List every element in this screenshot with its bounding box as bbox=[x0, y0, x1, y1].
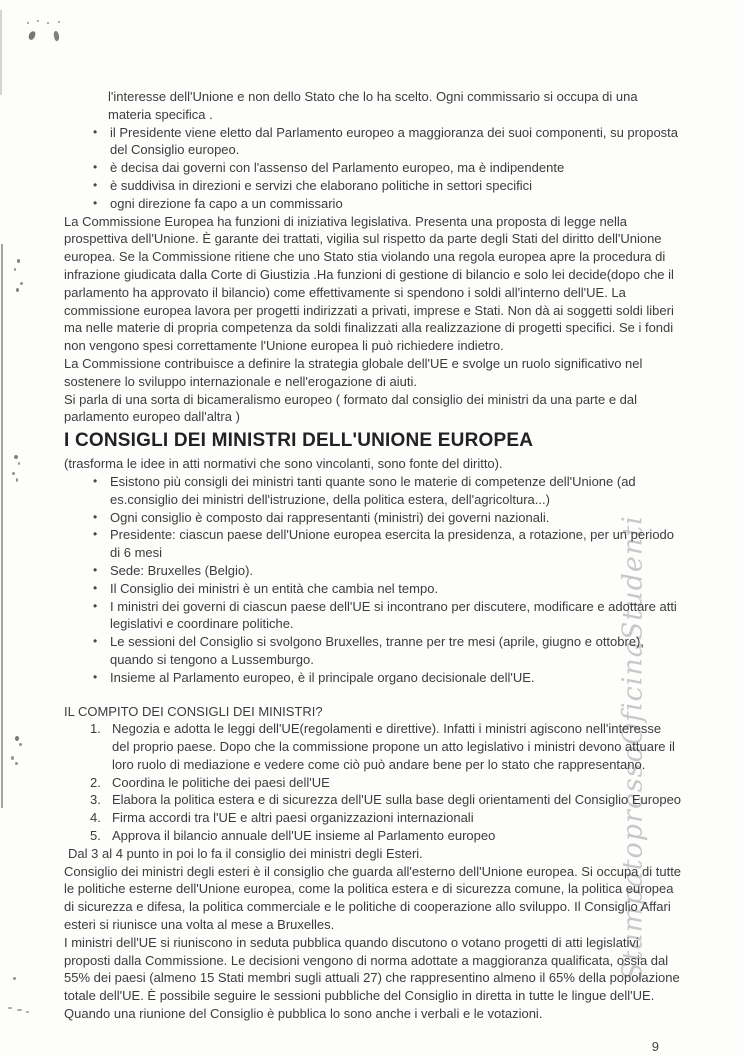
section-title: I CONSIGLI DEI MINISTRI DELL'UNIONE EUROPEA bbox=[64, 430, 534, 452]
item-number: 3. bbox=[90, 792, 101, 808]
numbered-item bbox=[64, 720, 682, 773]
scan-edge-line-top bbox=[0, 10, 2, 95]
numbered-item bbox=[64, 774, 682, 792]
ink-speck bbox=[58, 21, 60, 23]
paragraph-commission-functions: La Commissione Europea ha funzioni di iniziativa legislativa. Presenta una proposta di legge nella prospettiva dell'Unione. È garante dei trattati, vigilia sul rispetto da parte degli Stati del diritto dell'Unione europea. Se la Commissione ritiene che uno Stato stia violando una regola europea apre la procedura di infrazione giudicata dalla Corte di Giustizia .Ha funzioni di gestione di bilancio e solo lei decide(dopo che il parlamento ha approvato il bilancio) come effettivamente si spendono i soldi all'interno dell'UE. La commissione europea lavora per progetti indirizzati a privati, imprese e Stati. Non dà ai soggetti soldi liberi ma nelle materie di propria competenza da soldi finalizzati alla realizzazione di progetti specifici. Se i fondi non vengono spesi correttamente l'Unione europea li può richiedere indietro. bbox=[64, 213, 674, 354]
tasks-heading: IL COMPITO DEI CONSIGLI DEI MINISTRI? bbox=[64, 703, 323, 719]
ink-speck bbox=[27, 22, 29, 24]
paragraph-commission-strategy: La Commissione contribuisce a definire la strategia globale dell'UE e svolge un ruolo significativo nel sostenere lo sviluppo internazionale e nell'erogazione di aiuti. bbox=[64, 355, 643, 389]
ink-speck bbox=[47, 22, 49, 24]
item-text: Negozia e adotta le leggi dell'UE(regolamenti e direttive). Infatti i ministri agiscono nell'interesse del proprio paese. Dopo che la commissione propone un atto legislativo i ministri devono attuare il loro ruolo di mediazione e vedere come ciò può andare bene per lo stato che rappresentano. bbox=[112, 721, 675, 772]
tasks-numbered-list bbox=[64, 720, 682, 845]
paragraph-note: Dal 3 al 4 punto in poi lo fa il consiglio dei ministri degli Esteri. bbox=[68, 845, 423, 861]
section-subtitle: (trasforma le idee in atti normativi che sono vincolanti, sono fonte del diritto). bbox=[64, 456, 503, 472]
numbered-item bbox=[64, 791, 682, 809]
paragraph-bicameralism: Si parla di una sorta di bicameralismo europeo ( formato dal consiglio dei ministri da una parte e dal parlamento europeo dall'altra ) bbox=[64, 391, 638, 425]
ink-speck bbox=[19, 743, 22, 746]
list-item: • Esistono più consigli dei ministri tanti quante sono le materie di competenze dell'Unione (ad es.consiglio dei ministri dell'istruzione, della politica estera, dell'agricoltura...) bbox=[64, 473, 682, 509]
page-content bbox=[64, 88, 682, 1056]
item-text: Elabora la politica estera e di sicurezza dell'UE sulla base degli orientamenti del Consiglio Europeo bbox=[112, 792, 682, 808]
numbered-item bbox=[64, 827, 682, 845]
paragraph-foreign-affairs: Consiglio dei ministri degli esteri è il consiglio che guarda all'esterno dell'Unione europea. Si occupa di tutte le politiche esterne dell'Unione europea, come la politica estera e di sicurezza comune, la politica europea di sicurezza e difesa, la politica commerciale e le politiche di cooperazione allo sviluppo. Il Consiglio Affari esteri si riunisce una volta al mese a Bruxelles. bbox=[64, 863, 682, 933]
ink-speck bbox=[8, 1007, 12, 1009]
ink-speck bbox=[18, 462, 20, 465]
list-item: • Presidente: ciascun paese dell'Unione europea esercita la presidenza, a rotazione, per un periodo di 6 mesi bbox=[64, 526, 682, 562]
ink-speck bbox=[15, 736, 19, 741]
list-item: • è decisa dai governi con l'assenso del Parlamento europeo, ma è indipendente bbox=[64, 159, 682, 177]
list-item: • Il Consiglio dei ministri è un entità che cambia nel tempo. bbox=[64, 580, 682, 598]
item-text: Coordina le politiche dei paesi dell'UE bbox=[112, 774, 330, 790]
ink-speck bbox=[20, 282, 23, 285]
commission-bullet-list bbox=[64, 124, 682, 213]
item-number: 1. bbox=[90, 721, 101, 737]
ink-speck bbox=[12, 472, 15, 475]
scan-edge-line bbox=[1, 244, 3, 808]
item-text: Firma accordi tra l'UE e altri paesi organizzazioni internazionali bbox=[112, 810, 474, 826]
list-item: • Ogni consiglio è composto dai rappresentanti (ministri) dei governi nazionali. bbox=[64, 509, 682, 527]
ink-speck bbox=[16, 478, 18, 482]
page-number: 9 bbox=[651, 1038, 659, 1054]
list-item: • I ministri dei governi di ciascun paese dell'UE si incontrano per discutere, modificare e adottare atti legislativi e coordinare politiche. bbox=[64, 598, 682, 634]
item-text: Approva il bilancio annuale dell'UE insieme al Parlamento europeo bbox=[112, 828, 496, 844]
numbered-item bbox=[64, 809, 682, 827]
ink-speck bbox=[15, 762, 18, 765]
ink-speck bbox=[16, 288, 19, 292]
list-item: • il Presidente viene eletto dal Parlamento europeo a maggioranza dei suoi componenti, su proposta del Consiglio europeo. bbox=[64, 124, 682, 160]
ink-speck bbox=[11, 756, 14, 760]
ink-speck bbox=[14, 455, 18, 459]
list-item: • Le sessioni del Consiglio si svolgono Bruxelles, tranne per tre mesi (aprile, giugno e ottobre), quando si tengono a Lussemburgo. bbox=[64, 633, 682, 669]
ink-speck bbox=[37, 20, 39, 22]
item-number: 2. bbox=[90, 774, 101, 790]
paragraph-continuation: l'interesse dell'Unione e non dello Stato che lo ha scelto. Ogni commissario si occupa di una materia specifica . bbox=[108, 89, 638, 122]
ink-speck bbox=[26, 1011, 29, 1013]
ink-speck bbox=[17, 1009, 22, 1011]
council-bullet-list bbox=[64, 473, 682, 687]
list-item: • Insieme al Parlamento europeo, è il principale organo decisionale dell'UE. bbox=[64, 669, 682, 687]
ink-mark bbox=[28, 30, 36, 40]
item-number: 5. bbox=[90, 828, 101, 844]
ink-speck bbox=[13, 977, 16, 980]
ink-mark bbox=[53, 31, 60, 42]
list-item: • Sede: Bruxelles (Belgio). bbox=[64, 562, 682, 580]
paragraph-public-sessions: I ministri dell'UE si riuniscono in seduta pubblica quando discutono o votano progetti di atti legislativi proposti dalla Commissione. Le decisioni vengono di norma adottate a maggioranza qualificata, ossia dal 55% dei paesi (almeno 15 Stati membri sugli attuali 27) che rappresentino almeno il 65% della popolazione totale dell'UE. È possibile seguire le sessioni pubbliche del Consiglio in diretta in tutte le lingue dell'UE. Quando una riunione del Consiglio è pubblica lo sono anche i verbali e le votazioni. bbox=[64, 934, 680, 1022]
list-item: • è suddivisa in direzioni e servizi che elaborano politiche in settori specifici bbox=[64, 177, 682, 195]
ink-speck bbox=[14, 268, 16, 271]
ink-speck bbox=[17, 259, 20, 263]
item-number: 4. bbox=[90, 810, 101, 826]
watermark-text: StampatopressoOficinaStudenti bbox=[617, 515, 649, 981]
list-item: • ogni direzione fa capo a un commissario bbox=[64, 195, 682, 213]
